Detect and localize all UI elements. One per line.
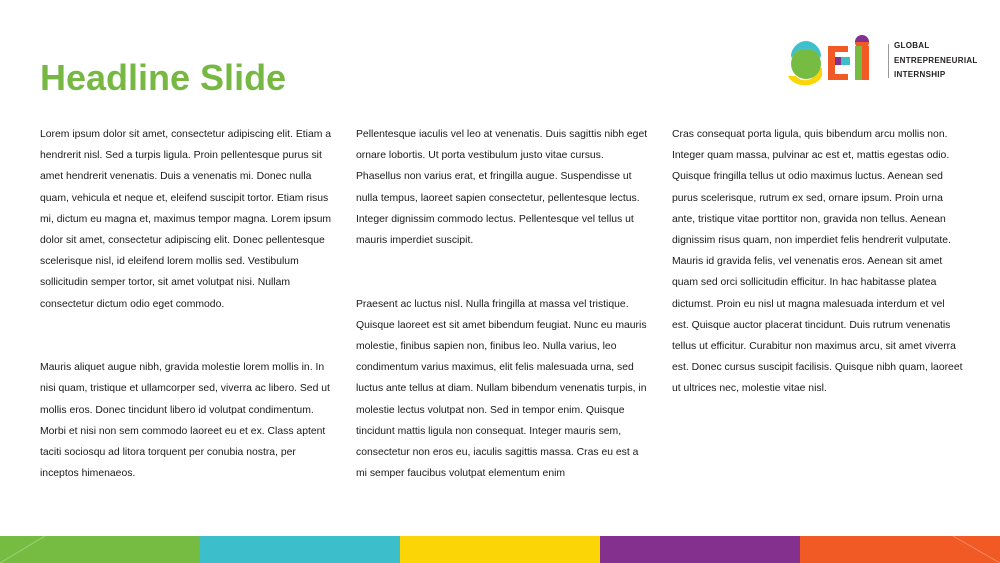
logo-wordmark — [894, 39, 978, 83]
logo-divider — [888, 44, 889, 78]
text-column-3 — [672, 124, 964, 400]
text-column-1 — [40, 124, 332, 484]
gei-logo — [786, 32, 986, 92]
logo-line-internship: INTERNSHIP — [894, 70, 946, 79]
text-column-2 — [356, 124, 648, 484]
footer-segment-teal — [200, 536, 400, 563]
slide-headline: Headline Slide — [40, 57, 287, 98]
gei-logo-mark-icon — [786, 32, 876, 92]
column-2-paragraph-1: Pellentesque iaculis vel leo at venenatis. Duis sagittis nibh eget ornare lobortis. Ut porta vestibulum justo vitae cursus. Phasellus non varius erat, et fringilla augue. Suspendisse ut nulla tempus, laoreet sapien consectetur, pellentesque lectus. Integer dignissim commodo lectus. Pellentesque vel tellus ut mauris imperdiet suscipit. — [356, 129, 648, 247]
column-1-paragraph-2: Mauris aliquet augue nibh, gravida molestie lorem mollis in. In nisi quam, tristique et ullamcorper sed, viverra ac libero. Sed ut mollis eros. Donec tincidunt libero id volutpat condimentum. Morbi et nisi non sem commodo laoreet eu et ex. Class aptent taciti sociosqu ad litora torquent per conubia nostra, per inceptos himenaeos. — [40, 362, 330, 480]
logo-line-entrepreneurial: ENTREPRENEURIAL — [894, 55, 978, 65]
logo-line-global: GLOBAL — [894, 41, 930, 50]
column-1-paragraph-1: Lorem ipsum dolor sit amet, consectetur adipiscing elit. Etiam a hendrerit nisl. Sed a turpis ligula. Proin pellentesque purus sit amet hendrerit venenatis. Duis a venenatis mi. Donec nulla quam, vehicula et neque et, eleifend suscipit tortor. Etiam risus mi, dictum eu magna et, maximus tempor magna. Lorem ipsum dolor sit amet, consectetur adipiscing elit. Donec pellentesque scelerisque nisl, id eleifend lorem mollis sed. Vestibulum sollicitudin semper tortor, sit amet volutpat nisi. Nullam consectetur dictum odio eget commodo. — [40, 129, 332, 310]
footer-color-bar — [0, 536, 1000, 563]
column-2-paragraph-2: Praesent ac luctus nisl. Nulla fringilla at massa vel tristique. Quisque laoreet est sit amet bibendum feugiat. Nunc eu mauris molestie, finibus sapien non, finibus leo. Nulla varius, leo condimentum varius maximus, elit felis malesuada urna, sed luctus ante tellus at diam. Nullam bibendum venenatis turpis, in molestie lectus volutpat non. Sed in tempor enim. Quisque tincidunt mattis ligula non consequat. Integer mauris sem, consectetur non eros eu, iaculis sagittis massa. Cras eu est a mi semper faucibus volutpat elementum enim — [356, 298, 647, 480]
footer-segment-purple — [600, 536, 800, 563]
column-3-paragraph-1: Cras consequat porta ligula, quis bibendum arcu mollis non. Integer quam massa, pulvinar ac est et, mattis egestas odio. Quisque fringilla tellus ut odio maximus luctus. Aenean sed purus scelerisque, rutrum ex sed, ornare ipsum. Proin urna ante, tristique vitae porttitor non, gravida non tellus. Aenean dignissim risus quam, non imperdiet felis hendrerit vulputate. Mauris id gravida felis, vel venenatis eros. Aenean sit amet quam sed orci sollicitudin efficitur. In hac habitasse platea dictumst. Proin eu nisl ut magna malesuada interdum et vel est. Quisque auctor placerat tincidunt. Duis rutrum venenatis tellus ut efficitur. Curabitur non maximus arcu, sit amet viverra est. Donec cursus suscipit facilisis. Quisque nibh quam, laoreet ut ultrices nec, molestie vitae nisl. — [672, 129, 963, 395]
footer-segment-orange — [800, 536, 1000, 563]
footer-segment-yellow — [400, 536, 600, 563]
footer-segment-green — [0, 536, 200, 563]
